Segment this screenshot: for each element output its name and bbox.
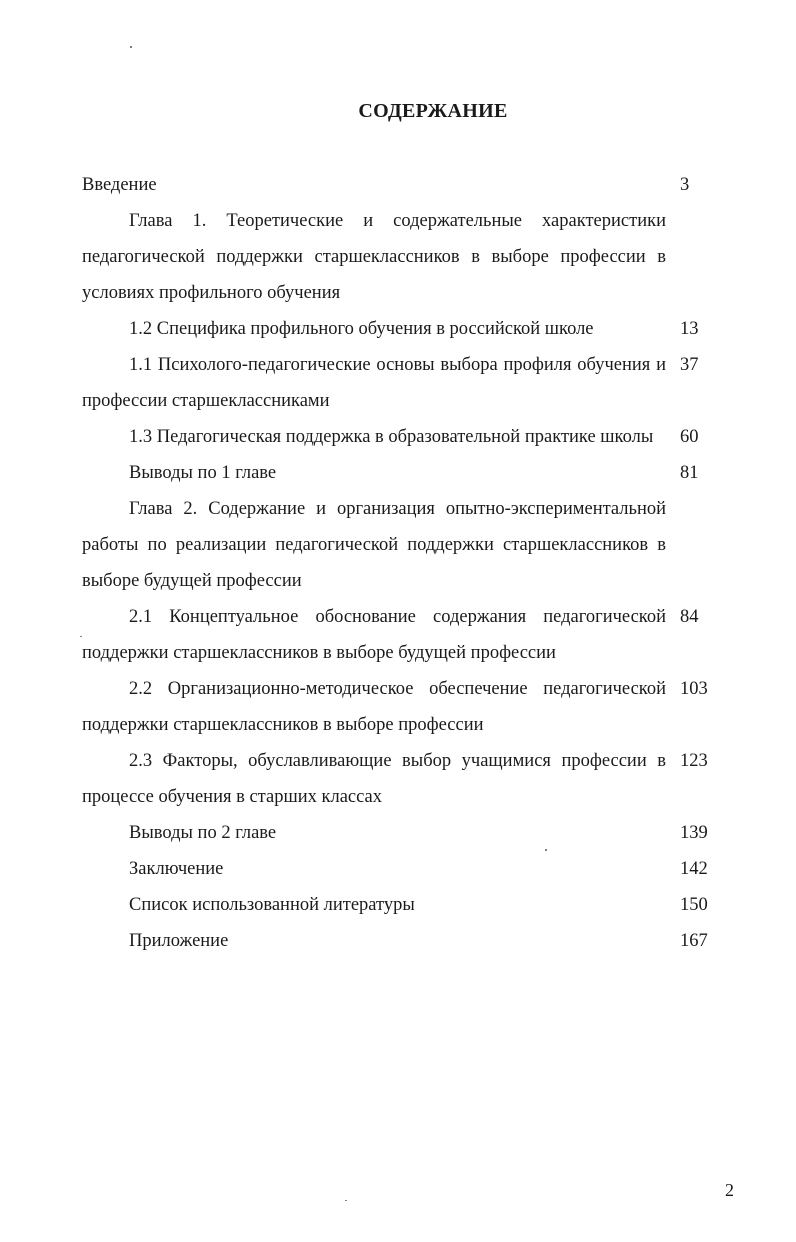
page-title: СОДЕРЖАНИЕ: [358, 100, 508, 122]
toc-entry-appendix[interactable]: [82, 923, 714, 959]
toc-entry-page: 60: [680, 427, 699, 447]
toc-entry-text: Глава 2. Содержание и организация опытно-экспериментальной работы по реализации педагогической поддержки старшеклассников в выборе будущей профессии: [82, 499, 666, 591]
toc-entry-text: Выводы по 2 главе: [129, 823, 277, 843]
toc-entry-page: 139: [680, 823, 708, 843]
toc-entry-page: 167: [680, 931, 708, 951]
toc-entry-text: 1.1 Психолого-педагогические основы выбора профиля обучения и профессии старшеклассниками: [82, 355, 666, 411]
toc-entry-text: Глава 1. Теоретические и содержательные характеристики педагогической поддержки старшеклассников в выборе профессии в условиях профильного обучения: [82, 211, 666, 303]
toc-entry-introduction[interactable]: [82, 167, 714, 203]
toc-entry-text: 1.2 Специфика профильного обучения в российской школе: [129, 319, 594, 339]
toc-entry-page: 3: [680, 175, 690, 195]
toc-entry-conclusion[interactable]: [82, 851, 714, 887]
toc-entry-text: 2.3 Факторы, обуславливающие выбор учащимися профессии в процессе обучения в старших классах: [82, 751, 666, 807]
toc-entry-page: 13: [680, 319, 699, 339]
page-number: 2: [725, 1180, 734, 1200]
table-of-contents: [82, 167, 714, 959]
toc-entry-conclusions-1[interactable]: [82, 455, 714, 491]
toc-entry-page: 84: [680, 607, 699, 627]
toc-entry-section-2-3[interactable]: [82, 743, 714, 815]
toc-entry-text: Заключение: [129, 859, 224, 879]
toc-entry-chapter-2[interactable]: [82, 491, 714, 599]
toc-entry-section-1-2[interactable]: [82, 311, 714, 347]
toc-entry-page: 81: [680, 463, 699, 483]
toc-entry-page: 37: [680, 355, 699, 375]
toc-entry-section-1-1[interactable]: [82, 347, 714, 419]
toc-entry-section-1-3[interactable]: [82, 419, 714, 455]
toc-entry-page: 150: [680, 895, 708, 915]
scan-speck: [545, 849, 547, 851]
toc-entry-text: 1.3 Педагогическая поддержка в образовательной практике школы: [129, 427, 654, 447]
toc-entry-text: 2.1 Концептуальное обоснование содержания педагогической поддержки старшеклассников в выборе будущей профессии: [82, 607, 666, 663]
toc-entry-text: Выводы по 1 главе: [129, 463, 277, 483]
toc-entry-text: Введение: [82, 175, 157, 195]
toc-entry-text: Список использованной литературы: [129, 895, 415, 915]
toc-entry-page: 142: [680, 859, 708, 879]
toc-entry-text: 2.2 Организационно-методическое обеспечение педагогической поддержки старшеклассников в выборе профессии: [82, 679, 666, 735]
toc-entry-text: Приложение: [129, 931, 229, 951]
toc-entry-section-2-1[interactable]: [82, 599, 714, 671]
toc-entry-page: 103: [680, 679, 708, 699]
toc-entry-page: 123: [680, 751, 708, 771]
scan-speck: [80, 636, 82, 637]
toc-entry-bibliography[interactable]: [82, 887, 714, 923]
scan-speck: [130, 46, 132, 48]
scan-speck: [345, 1200, 347, 1201]
toc-entry-section-2-2[interactable]: [82, 671, 714, 743]
toc-entry-conclusions-2[interactable]: [82, 815, 714, 851]
toc-entry-chapter-1[interactable]: [82, 203, 714, 311]
